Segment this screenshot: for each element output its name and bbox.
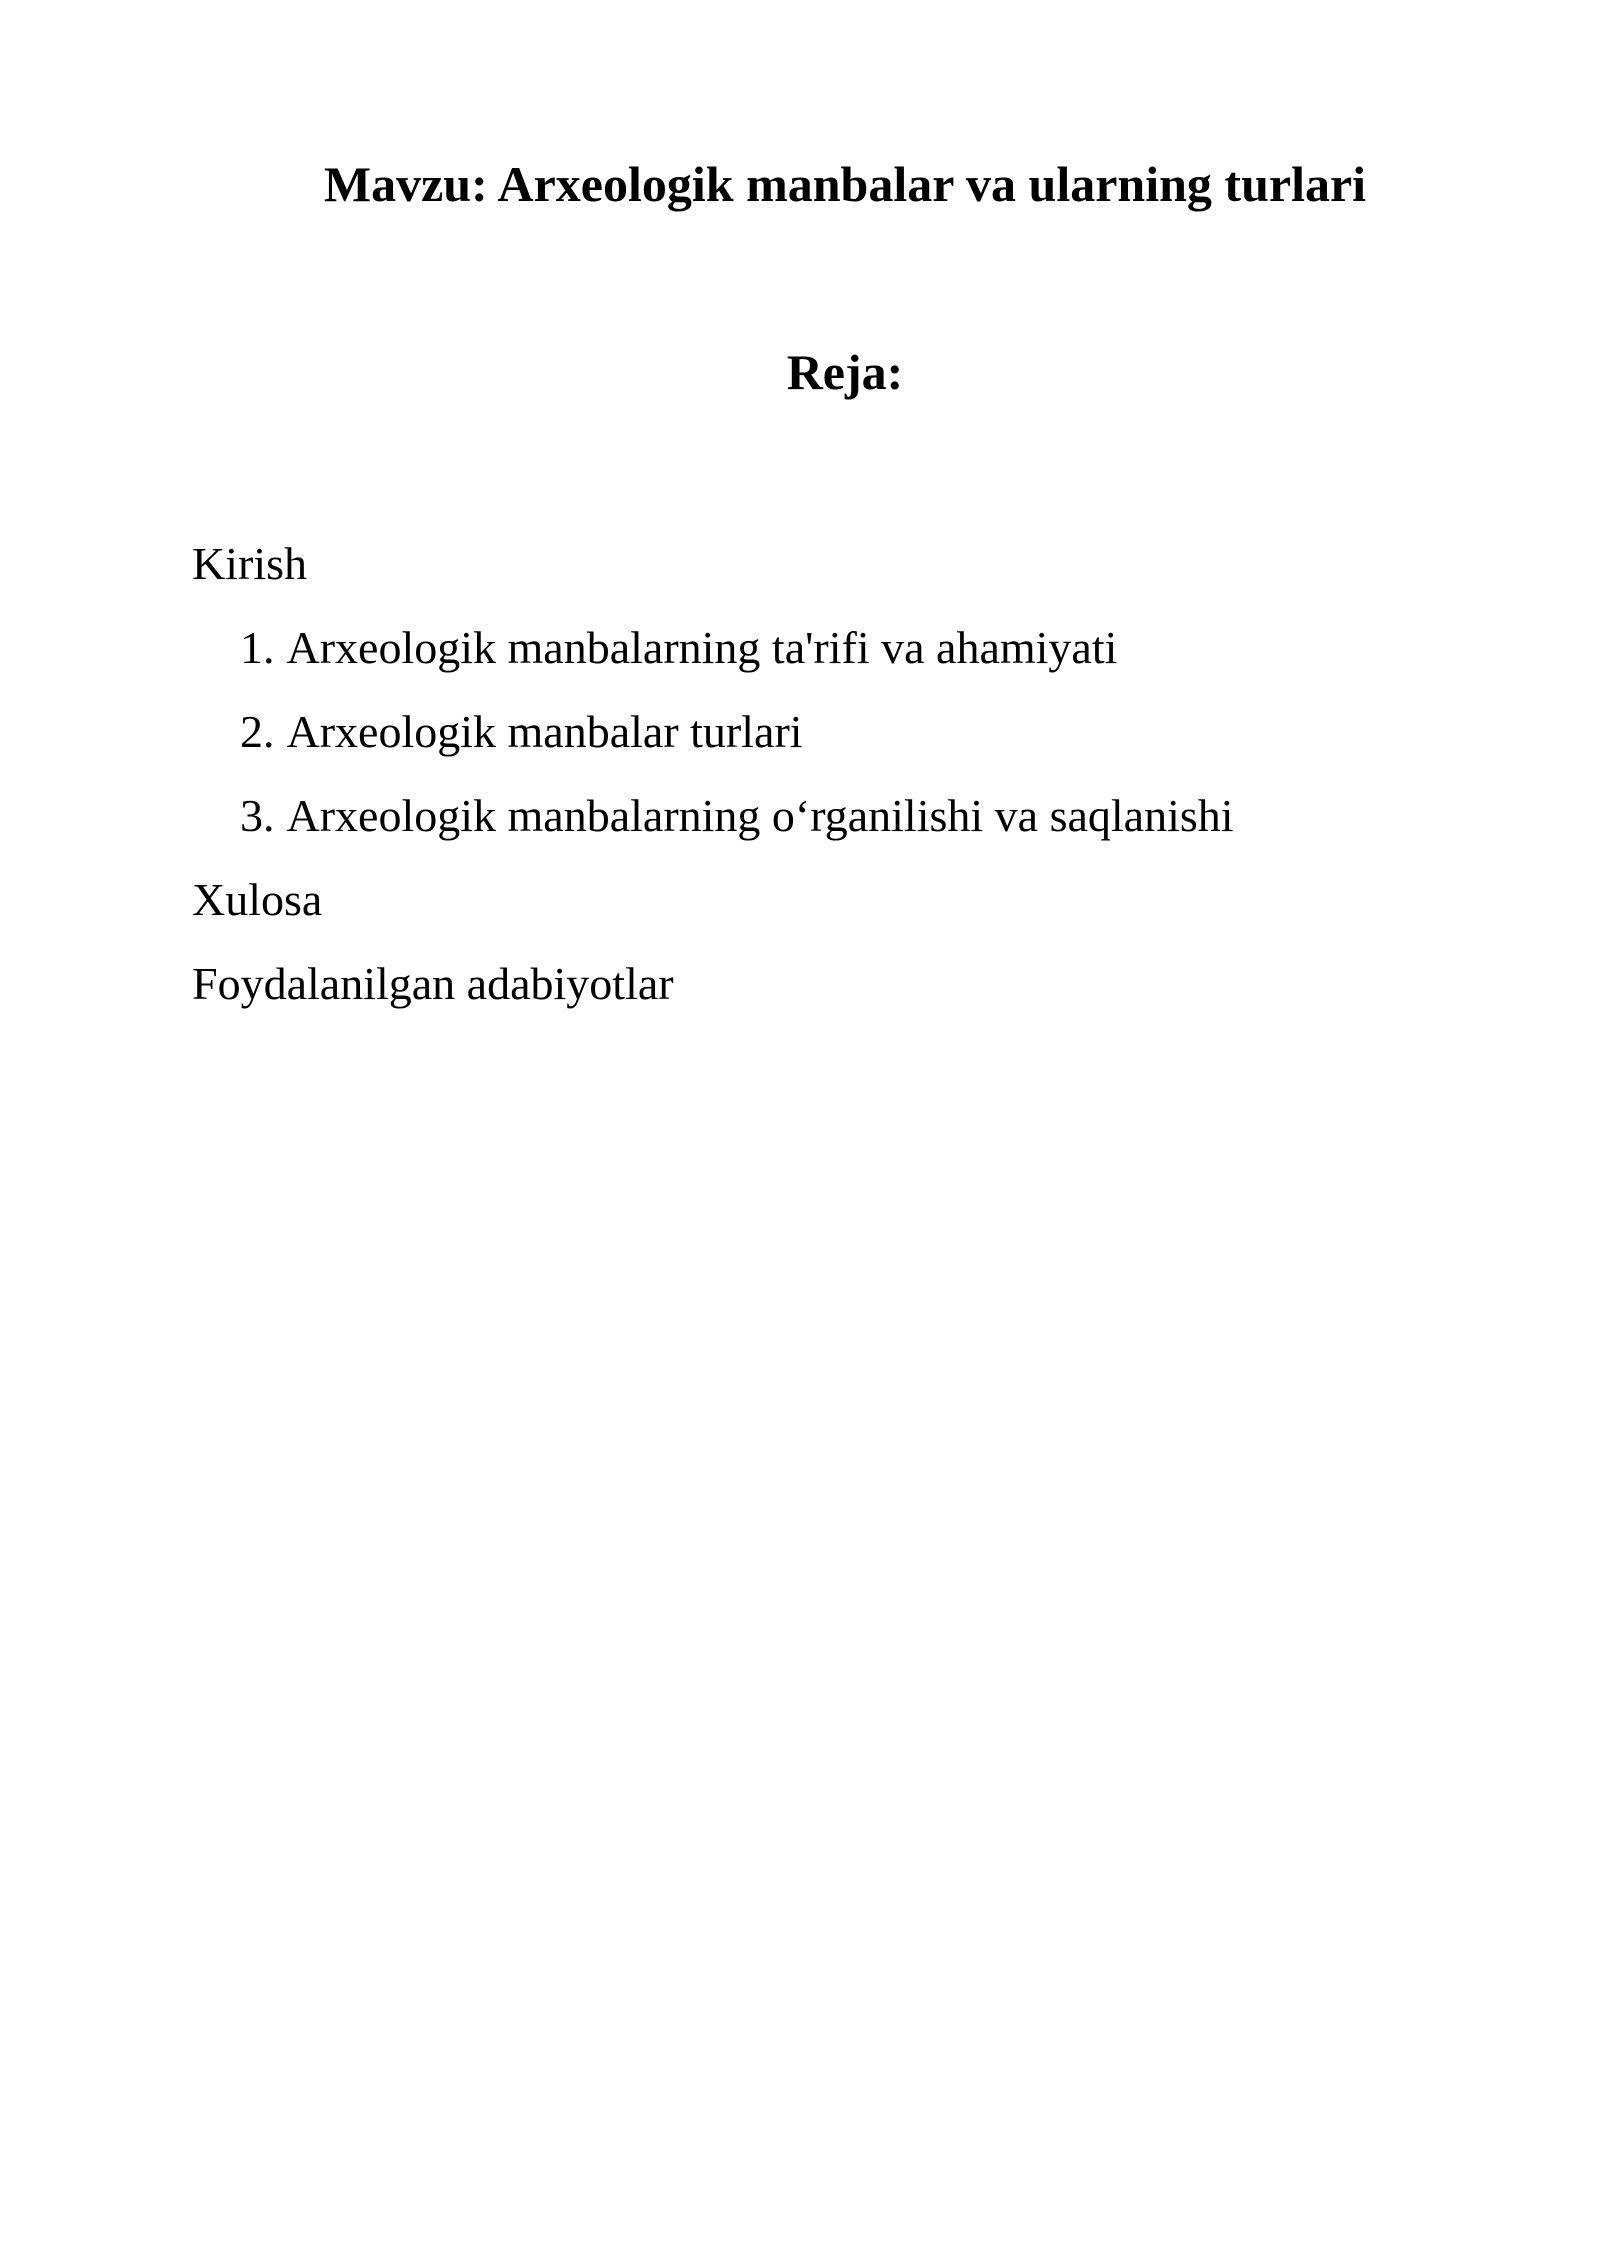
plan-list <box>192 522 1234 1026</box>
plan-conclusion: Xulosa <box>192 874 323 925</box>
plan-item-text: Arxeologik manbalar turlari <box>286 706 803 757</box>
plan-item-2 <box>192 690 1234 774</box>
plan-item-number: 2. <box>240 706 275 757</box>
plan-item-text: Arxeologik manbalarning ta'rifi va ahamiyati <box>286 622 1118 673</box>
plan-intro: Kirish <box>192 538 307 589</box>
plan-item-1 <box>192 606 1234 690</box>
page-title: Mavzu: Arxeologik manbalar va ularning turlari <box>323 156 1367 212</box>
plan-item-number: 1. <box>240 622 275 673</box>
plan-item-text: Arxeologik manbalarning o‘rganilishi va saqlanishi <box>286 790 1234 841</box>
plan-item-3 <box>192 774 1234 858</box>
plan-heading: Reja: <box>786 344 904 400</box>
plan-item-number: 3. <box>240 790 275 841</box>
plan-references: Foydalanilgan adabiyotlar <box>192 958 674 1009</box>
